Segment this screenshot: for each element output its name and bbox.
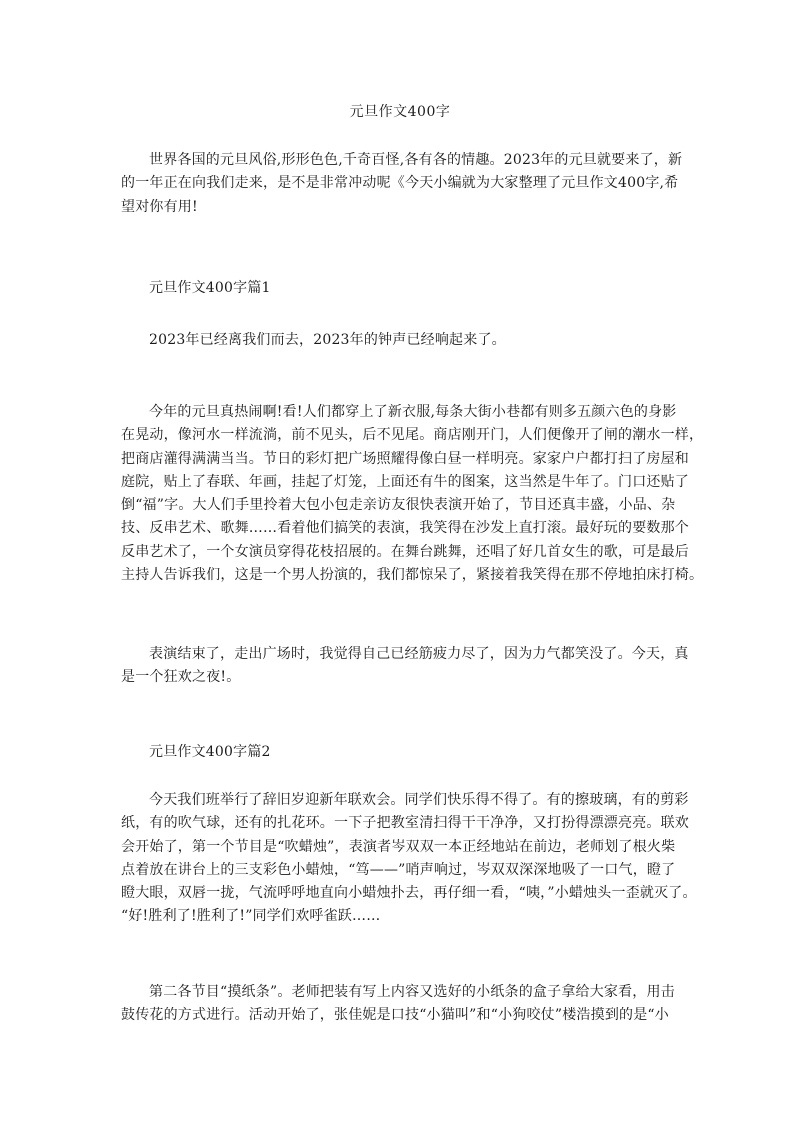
text-line: 倒“福”字。大人们手里拎着大包小包走亲访友很快表演开始了，节目还真丰盛，小品、杂 <box>121 497 676 514</box>
text-line: 世界各国的元旦风俗,形形色色,千奇百怪,各有各的情趣。2023年的元旦就要来了，新 <box>149 152 683 168</box>
paragraph <box>121 401 704 587</box>
text-line: 点着放在讲台上的三支彩色小蜡烛，“笃——”哨声响过，岑双双深深地吸了一口气，瞪了 <box>121 861 676 878</box>
text-line: 今天我们班举行了辞旧岁迎新年联欢会。同学们快乐得不得了。有的擦玻璃，有的剪彩 <box>149 792 689 808</box>
paragraph <box>121 789 697 929</box>
text-line: 的一年正在向我们走来，是不是非常冲动呢《今天小编就为大家整理了元旦作文400字,希 <box>121 175 679 192</box>
section-heading-2 <box>121 741 681 764</box>
text-line: “好!胜利了!胜利了!”同学们欢呼雀跃…… <box>121 908 381 925</box>
document-title: 元旦作文400字 <box>349 104 451 120</box>
text-line: 瞪大眼，双唇一拢，气流呼呼地直向小蜡烛扑去，再仔细一看，“咦，”小蜡烛头一歪就灭了。 <box>121 885 697 902</box>
text-line: 元旦作文400字篇2 <box>149 744 271 760</box>
text-line: 是一个狂欢之夜!。 <box>121 669 241 686</box>
text-line: 纸，有的吹气球，还有的扎花环。一下子把教室清扫得干干净净，又打扮得漂漂亮亮。联欢 <box>121 815 689 832</box>
text-line: 第二各节目“摸纸条”。老师把装有写上内容又选好的小纸条的盒子拿给大家看，用击 <box>149 984 675 1000</box>
paragraph <box>121 643 689 690</box>
paragraph <box>121 329 681 352</box>
text-line: 望对你有用! <box>121 198 198 215</box>
text-line: 技、反串艺术、歌舞……看着他们搞笑的表演，我笑得在沙发上直打滚。最好玩的要数那个 <box>121 520 689 537</box>
text-line: 表演结束了，走出广场时，我觉得自己已经筋疲力尽了，因为力气都笑没了。今天，真 <box>149 646 689 662</box>
text-line: 庭院，贴上了春联、年画，挂起了灯笼，上面还有牛的图案，这当然是牛年了。门口还贴了 <box>121 473 689 490</box>
text-line: 今年的元旦真热闹啊!看!人们都穿上了新衣服,每条大街小巷都有则多五颜六色的身影 <box>149 404 677 420</box>
text-line: 会开始了，第一个节目是“吹蜡烛”，表演者岑双双一本正经地站在前边，老师划了根火柴 <box>121 838 676 855</box>
section-heading-1 <box>121 277 681 300</box>
text-line: 元旦作文400字篇1 <box>149 280 271 296</box>
intro-paragraph <box>121 149 681 219</box>
text-line: 把商店灌得满满当当。节日的彩灯把广场照耀得像白昼一样明亮。家家户户都打扫了房屋和 <box>121 450 689 467</box>
text-line: 2023年已经离我们而去，2023年的钟声已经响起来了。 <box>149 332 506 348</box>
text-line: 鼓传花的方式进行。活动开始了，张佳妮是口技“小猫叫”和“小狗咬仗”楼浩摸到的是“小 <box>121 1007 669 1024</box>
text-line: 在晃动，像河水一样流淌，前不见头，后不见尾。商店刚开门，人们便像开了闸的潮水一样， <box>121 427 704 444</box>
text-line: 反串艺术了，一个女演员穿得花枝招展的。在舞台跳舞，还唱了好几首女生的歌，可是最后 <box>121 543 689 560</box>
paragraph <box>121 981 681 1028</box>
text-line: 主持人告诉我们，这是一个男人扮演的，我们都惊呆了，紧接着我笑得在那不停地拍床打椅。 <box>121 567 704 584</box>
